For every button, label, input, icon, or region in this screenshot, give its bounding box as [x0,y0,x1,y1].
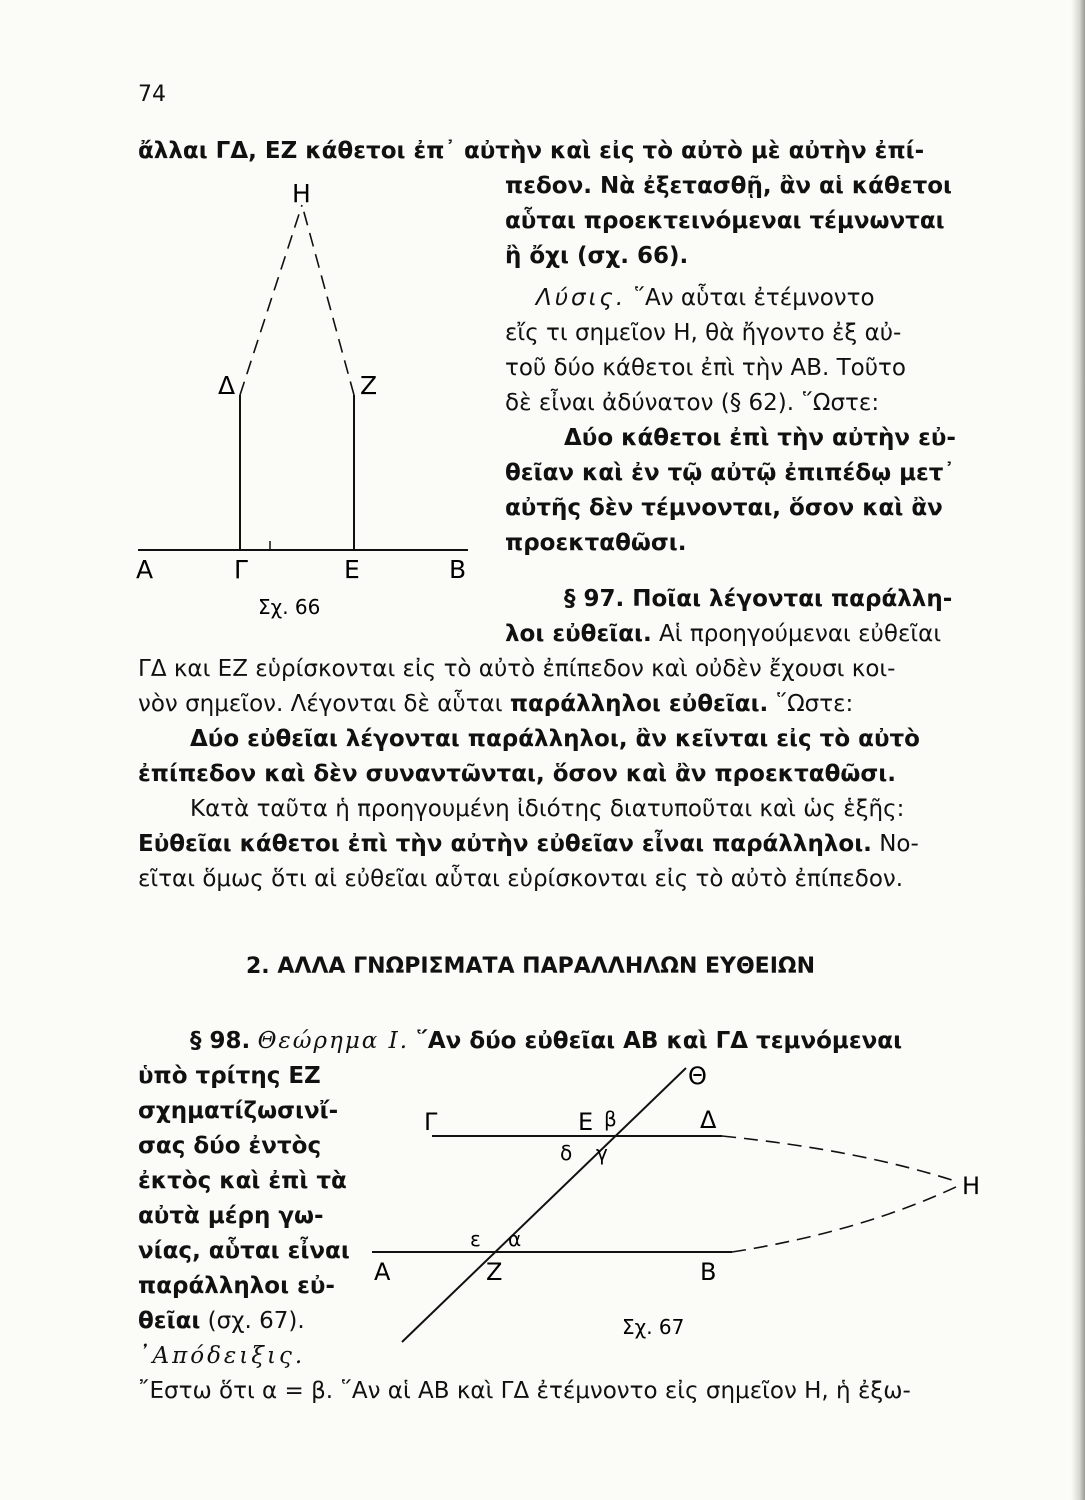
label-alpha: α [508,1227,522,1251]
text-run: ῞Αν δύο εὐθεῖαι ΑΒ καὶ ΓΔ τεμνόμεναι [416,1028,903,1054]
figure-66-caption: Σχ. 66 [258,595,321,619]
label-D-67: Δ [700,1106,717,1134]
text-run: § 98. [190,1028,251,1054]
theorem-line [138,1304,305,1338]
label-epsilon: ε [470,1227,481,1251]
theorem-line: ὑπὸ τρίτης ΕΖ [138,1063,321,1089]
text-run: νὸν σημεῖον. Λέγονται δὲ αὗται [138,691,503,717]
text-run: ἢ ὄχι (σχ. 66). [505,243,689,269]
label-G-67: Γ [424,1108,438,1136]
theorem-title: Θεώρημα Ι. [257,1028,410,1054]
text-line: εῖται ὅμως ὅτι αἱ εὐθεῖαι αὗται εὑρίσκονται εἰς τὸ αὐτὸ ἐπίπεδον. [138,866,904,892]
theorem-line: ἐκτὸς καὶ ἐπὶ τὰ [138,1168,347,1194]
dashed-BH-67 [732,1186,958,1252]
definition-line: Δύο εὐθεῖαι λέγονται παράλληλοι, ἂν κεῖνται εἰς τὸ αὐτὸ [190,726,920,752]
theorem-line: νίας, αὗται εἶναι [138,1238,350,1264]
text-run: Εὐθεῖαι κάθετοι ἐπὶ τὴν αὐτὴν εὐθεῖαν εἶναι παράλληλοι. [138,831,872,857]
section-heading: 2. ΑΛΛΑ ΓΝΩΡΙΣΜΑΤΑ ΠΑΡΑΛΛΗΛΩΝ ΕΥΘΕΙΩΝ [246,954,816,979]
dashed-DH-67 [722,1136,958,1182]
text-line: εἴς τι σημεῖον Η, θὰ ἤγοντο ἐξ αὐ- [505,320,902,346]
text-line: προεκταθῶσι. [505,530,687,556]
text-line: αὐτῆς δὲν τέμνονται, ὅσον καὶ ἂν [505,495,943,521]
text-run: θεῖαι [138,1308,201,1334]
label-B: Β [449,555,467,584]
theorem-line: σας δύο ἐντὸς [138,1133,322,1159]
label-delta: δ [560,1141,573,1165]
text-line [536,281,875,315]
label-G: Γ [234,555,248,584]
text-line [138,827,919,861]
proof-heading: ᾿Απόδειξις. [138,1343,306,1369]
text-line: ῎Εστω ὅτι α = β. ῞Αν αἱ ΑΒ καὶ ΓΔ ἐτέμνοντο εἰς σημεῖον Η, ἡ ἐξω- [138,1378,911,1404]
spaced-heading: Λύσις. [536,285,627,311]
label-Z: Ζ [360,371,378,400]
text-line: δὲ εἶναι ἀδύνατον (§ 62). ῞Ωστε: [505,390,880,416]
label-E: Ε [344,555,360,584]
label-D: Δ [218,371,236,400]
text-line [138,687,853,721]
page-number: 74 [138,82,166,107]
text-line [505,239,688,273]
label-A: Α [136,555,154,584]
theorem-line [190,1024,902,1058]
text-line [505,617,941,651]
section-97-title: § 97. Ποῖαι λέγονται παράλλη- [564,586,953,612]
text-run: (σχ. 67). [207,1308,305,1334]
text-line: Κατὰ ταῦτα ἡ προηγουμένη ἰδιότης διατυποῦται καὶ ὡς ἑξῆς: [190,796,905,822]
figure-67-caption: Σχ. 67 [622,1315,685,1339]
label-B-67: Β [700,1258,717,1286]
text-run: Αἱ προηγούμεναι εὐθεῖαι [659,621,942,647]
text-line: αὗται προεκτεινόμεναι τέμνωνται [505,208,945,234]
theorem-line: σχηματίζωσινἴ- [138,1098,339,1124]
text-line: Δύο κάθετοι ἐπὶ τὴν αὐτὴν εὐ- [564,425,956,451]
label-H-67: Η [962,1172,981,1200]
text-run: ῞Ωστε: [775,691,854,717]
label-theta: Θ [688,1062,707,1090]
text-line: ἄλλαι ΓΔ, ΕΖ κάθετοι ἐπ᾽ αὐτὴν καὶ εἰς τὸ αὐτὸ μὲ αὐτὴν ἐπί- [138,138,925,164]
text-run: Νο- [879,831,919,857]
label-A-67: Α [374,1258,391,1286]
text-run: λοι εὐθεῖαι. [505,621,652,647]
label-beta: β [604,1107,617,1131]
label-Z-67: Ζ [486,1258,503,1286]
definition-line: ἐπίπεδον καὶ δὲν συναντῶνται, ὅσον καὶ ἂν προεκταθῶσι. [138,761,896,787]
text-line: πεδον. Νὰ ἐξετασθῇ, ἂν αἱ κάθετοι [505,173,953,199]
label-gamma: γ [596,1141,608,1165]
text-line: ΓΔ και ΕΖ εὑρίσκονται εἰς τὸ αὐτὸ ἐπίπεδον καὶ οὐδὲν ἔχουσι κοι- [138,656,896,682]
theorem-line: αὐτὰ μέρη γω- [138,1203,324,1229]
label-H: Η [292,179,311,208]
transversal-EZ [402,1068,686,1342]
theorem-line: παράλληλοι εὐ- [138,1273,335,1299]
text-line: θεῖαν καὶ ἐν τῷ αὐτῷ ἐπιπέδῳ μετ᾽ [505,460,955,486]
label-E-67: Ε [578,1108,594,1136]
text-run: ῞Αν αὗται ἐτέμνοντο [633,285,875,311]
text-line: τοῦ δύο κάθετοι ἐπὶ τὴν ΑΒ. Τοῦτο [505,355,906,381]
text-run: παράλληλοι εὐθεῖαι. [509,691,769,717]
